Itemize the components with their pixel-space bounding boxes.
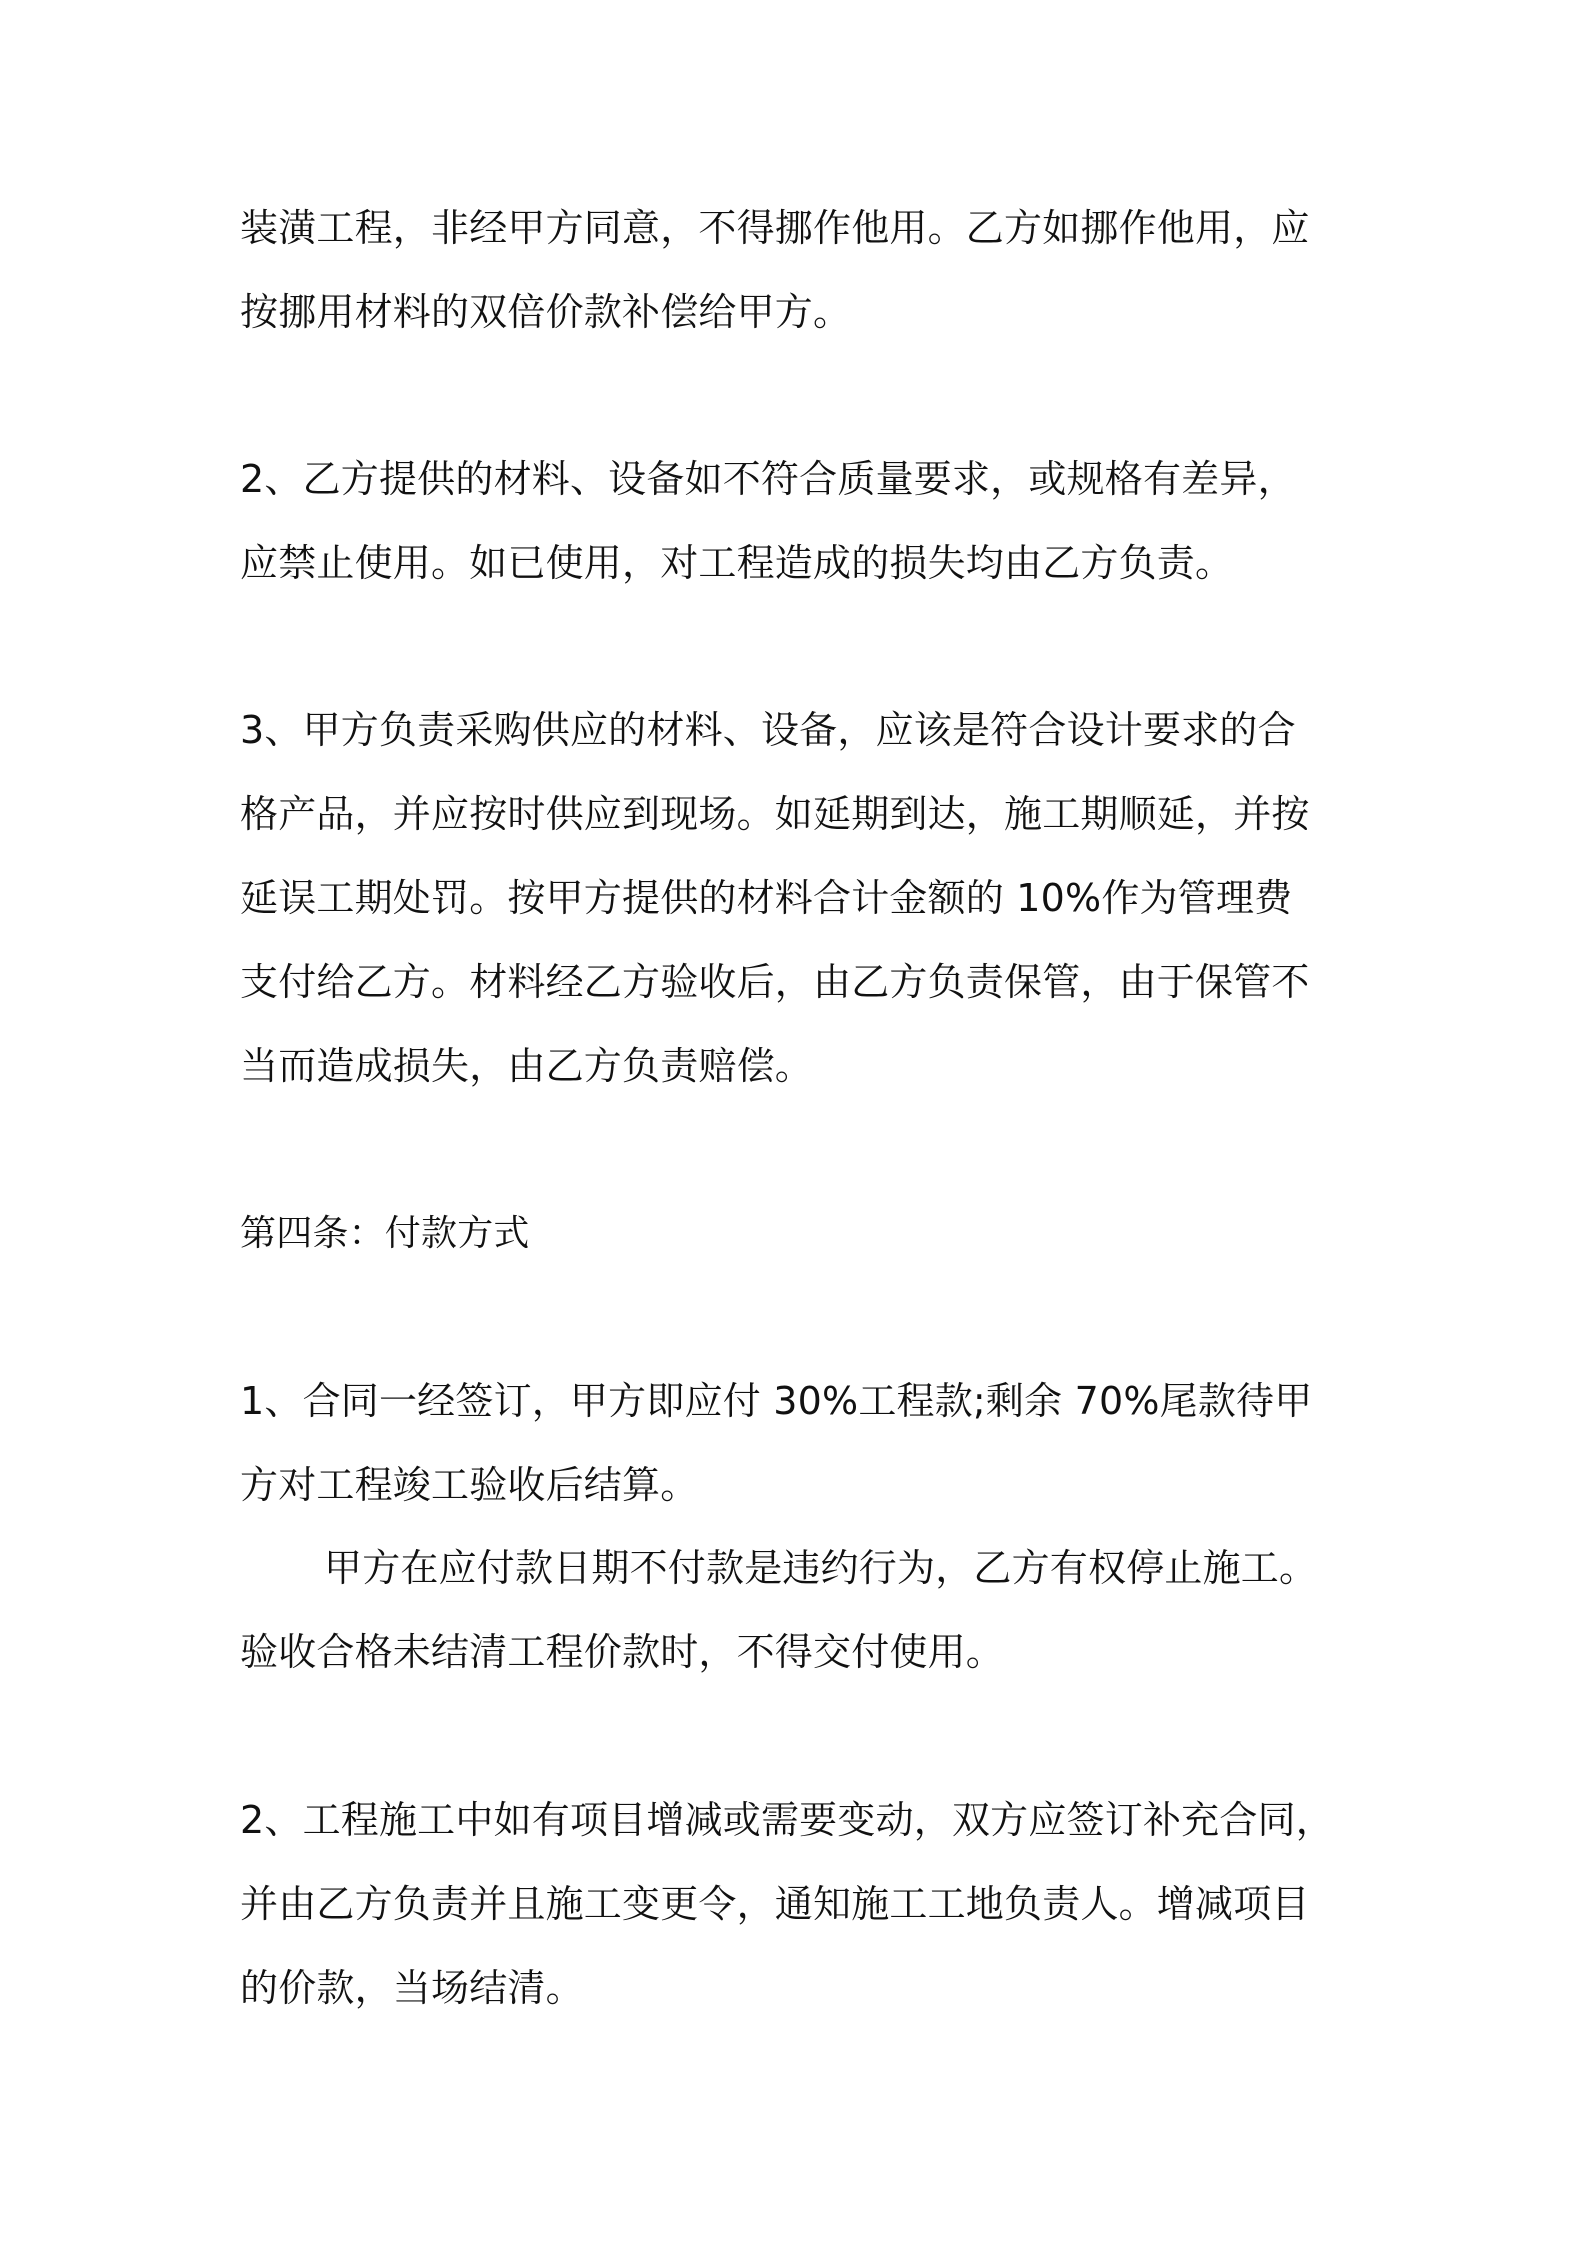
- payment-clause-1-line: 甲方在应付款日期不付款是违约行为，乙方有权停止施工。: [324, 1546, 1318, 1590]
- clause-3-line: 延误工期处罚。按甲方提供的材料合计金额的 10%作为管理费: [240, 876, 1293, 920]
- clause-2-line: 2、乙方提供的材料、设备如不符合质量要求，或规格有差异，: [240, 457, 1296, 501]
- section-heading: 第四条：付款方式: [240, 1213, 530, 1254]
- payment-clause-1-line: 方对工程竣工验收后结算。: [240, 1463, 699, 1507]
- clause-3-line: 当而造成损失，由乙方负责赔偿。: [240, 1044, 814, 1088]
- payment-clause-2-line: 的价款，当场结清。: [240, 1966, 584, 2010]
- clause-3-line: 支付给乙方。材料经乙方验收后，由乙方负责保管，由于保管不: [240, 960, 1310, 1004]
- payment-clause-1-line: 1、合同一经签订，甲方即应付 30%工程款;剩余 70%尾款待甲: [240, 1379, 1313, 1423]
- clause-3-line: 3、甲方负责采购供应的材料、设备，应该是符合设计要求的合: [240, 708, 1296, 752]
- text-line: 按挪用材料的双倍价款补偿给甲方。: [240, 290, 852, 334]
- text-line: 装潢工程，非经甲方同意，不得挪作他用。乙方如挪作他用，应: [240, 206, 1310, 250]
- payment-clause-1-line: 验收合格未结清工程价款时，不得交付使用。: [240, 1630, 1005, 1674]
- payment-clause-2-line: 并由乙方负责并且施工变更令，通知施工工地负责人。增减项目: [240, 1882, 1310, 1926]
- payment-clause-2-line: 2、工程施工中如有项目增减或需要变动，双方应签订补充合同，: [240, 1798, 1334, 1842]
- clause-3-line: 格产品，并应按时供应到现场。如延期到达，施工期顺延，并按: [240, 792, 1310, 836]
- clause-2-line: 应禁止使用。如已使用，对工程造成的损失均由乙方负责。: [240, 541, 1234, 585]
